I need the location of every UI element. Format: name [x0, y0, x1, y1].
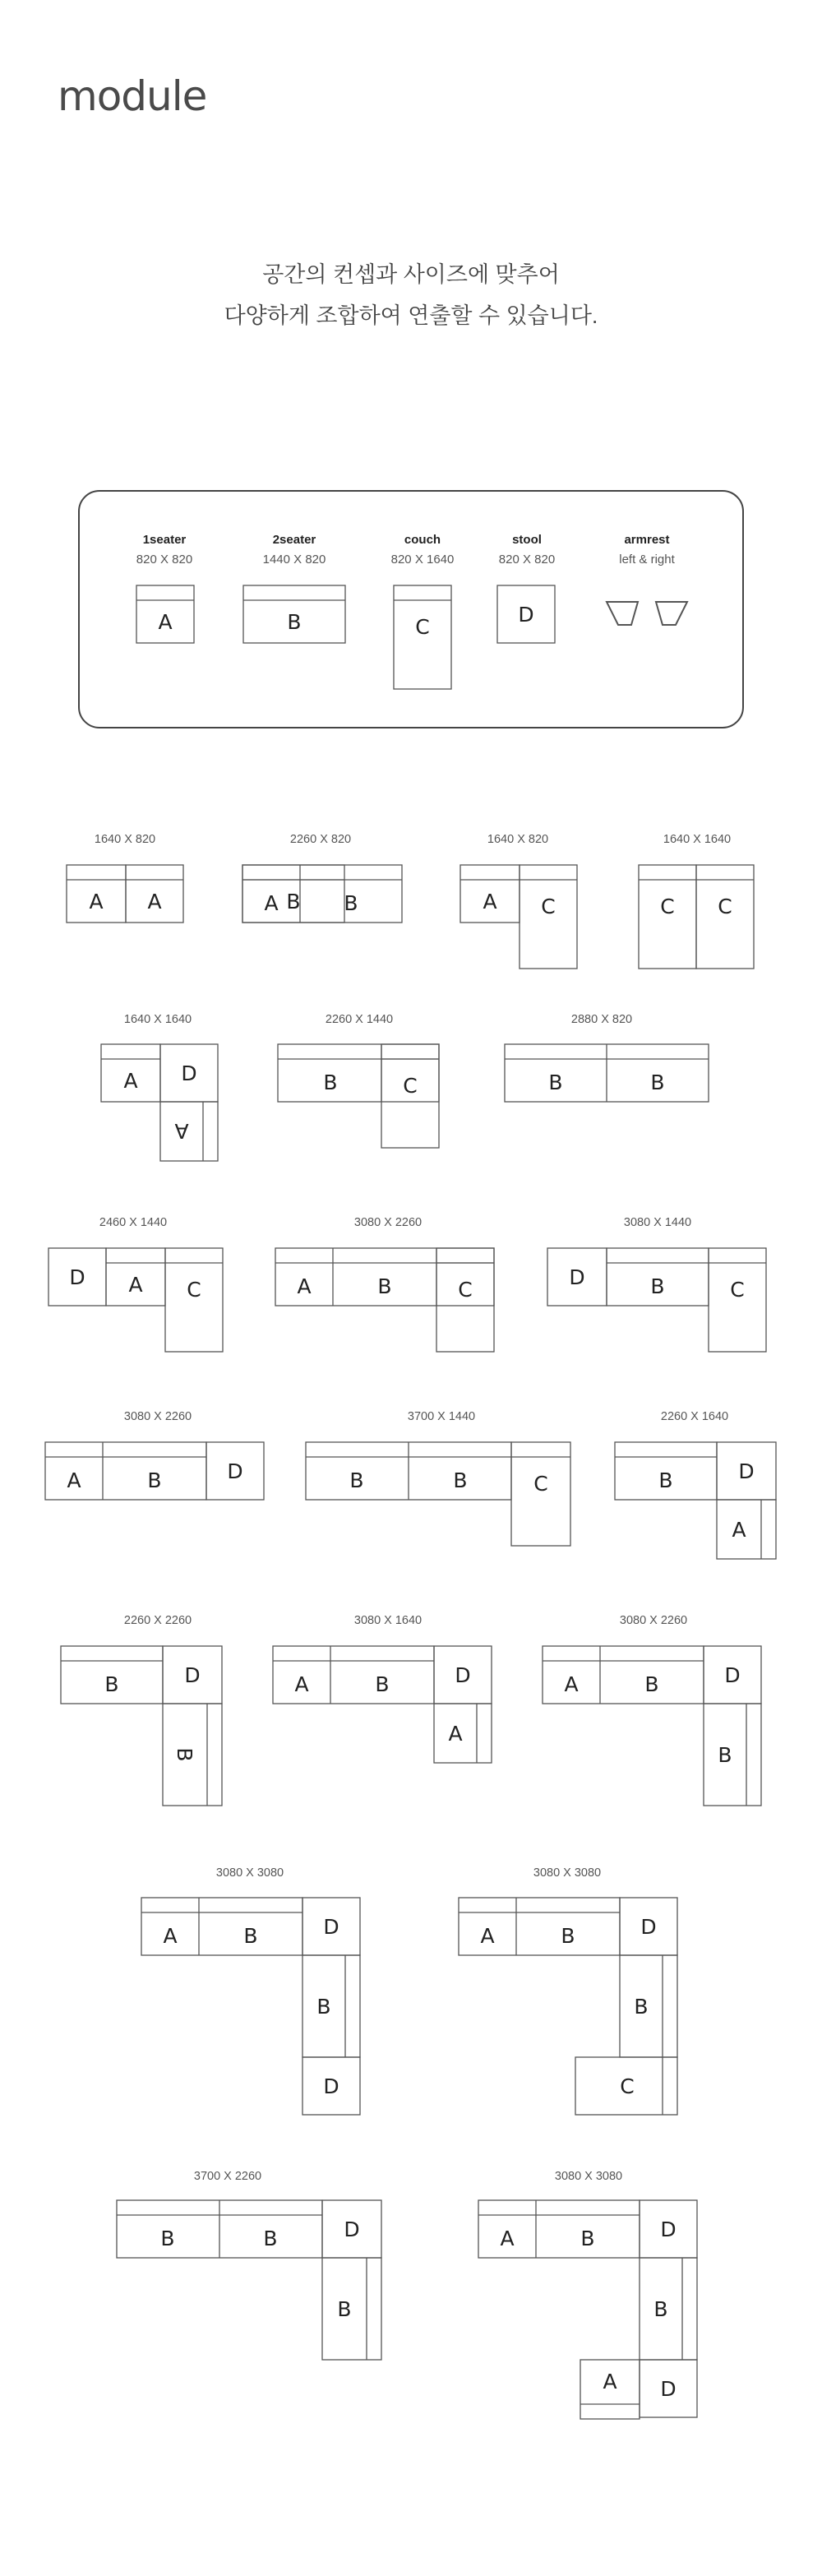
module-letter-A: A [603, 2370, 617, 2393]
module-block [704, 1704, 761, 1806]
module-letter-D: D [344, 2218, 360, 2241]
combo-label: 3080 X 2260 [619, 1614, 688, 1627]
module-letter-B: B [548, 1071, 563, 1094]
module-letter-C: C [415, 615, 430, 639]
module-letter-B: B [173, 1747, 196, 1762]
module-letter-B: B [104, 1672, 119, 1696]
module-letter-A: A [480, 1924, 495, 1948]
module-letter-B: B [316, 1995, 331, 2019]
module-letter-A: A [123, 1069, 138, 1093]
combo-label: 3080 X 1640 [353, 1614, 423, 1627]
legend-name-stool: stool [512, 533, 542, 547]
module-letter-C: C [187, 1278, 201, 1302]
combo-label: 1640 X 1640 [663, 833, 732, 846]
module-letter-B: B [375, 1672, 390, 1696]
module-letter-A: A [264, 891, 279, 915]
combo-label: 2880 X 820 [570, 1013, 633, 1026]
module-letter-B: B [561, 1924, 575, 1948]
page-title: module [58, 72, 207, 120]
module-letter-B: B [377, 1274, 392, 1298]
module-letter-B: B [337, 2297, 352, 2321]
intro-line-1: 공간의 컨셉과 사이즈에 맞추어 [262, 262, 560, 287]
module-letter-D: D [323, 2074, 339, 2098]
module-letter-B: B [286, 890, 301, 913]
module-letter-B: B [634, 1995, 649, 2019]
module-letter-A: A [483, 890, 497, 913]
module-block [717, 1500, 776, 1559]
module-letter-B: B [653, 2297, 668, 2321]
module-letter-D: D [738, 1459, 755, 1483]
module-letter-B: B [287, 610, 302, 634]
module-letter-B: B [644, 1672, 659, 1696]
legend-name-1seater: 1seater [142, 533, 187, 547]
module-letter-B: B [147, 1468, 162, 1492]
legend-dim-1seater: 820 X 820 [136, 553, 193, 567]
module-block [302, 1955, 360, 2057]
combo-label: 3080 X 2260 [123, 1410, 192, 1423]
module-letter-B: B [344, 891, 358, 915]
module-letter-B: B [650, 1274, 665, 1298]
legend-name-couch: couch [404, 533, 441, 547]
combo-label: 3080 X 3080 [554, 2170, 623, 2183]
combo-label: 3080 X 3080 [533, 1866, 602, 1880]
module-letter-D: D [455, 1663, 471, 1687]
module-block [620, 1955, 677, 2057]
module-letter-B: B [580, 2227, 595, 2250]
combo-label: 3080 X 3080 [215, 1866, 284, 1880]
module-letter-A: A [147, 890, 162, 913]
combo-label: 2260 X 1440 [325, 1013, 394, 1026]
module-letter-A: A [174, 1119, 189, 1143]
legend-dim-couch: 820 X 1640 [390, 553, 455, 567]
legend-dim-stool: 820 X 820 [498, 553, 556, 567]
module-letter-A: A [67, 1468, 81, 1492]
module-letter-D: D [660, 2218, 677, 2241]
module-letter-A: A [732, 1518, 746, 1542]
module-letter-B: B [650, 1071, 665, 1094]
module-letter-D: D [181, 1061, 197, 1085]
module-letter-C: C [730, 1278, 745, 1302]
module-letter-D: D [323, 1915, 339, 1939]
module-letter-B: B [453, 1468, 468, 1492]
module-letter-D: D [569, 1265, 585, 1289]
module-letter-C: C [541, 895, 556, 918]
module-letter-D: D [184, 1663, 201, 1687]
combo-label: 1640 X 820 [94, 833, 156, 846]
module-letter-A: A [297, 1274, 312, 1298]
module-block [434, 1704, 492, 1763]
module-letter-B: B [323, 1071, 338, 1094]
combo-label: 3700 X 1440 [407, 1410, 476, 1423]
module-letter-C: C [718, 895, 732, 918]
combo-label: 3080 X 1440 [623, 1216, 692, 1229]
module-letter-C: C [620, 2074, 635, 2098]
intro-line-2: 다양하게 조합하여 연출할 수 있습니다. [224, 303, 598, 328]
module-letter-B: B [349, 1468, 364, 1492]
module-letter-B: B [243, 1924, 258, 1948]
module-letter-C: C [458, 1278, 473, 1302]
module-letter-C: C [660, 895, 675, 918]
module-letter-B: B [658, 1468, 673, 1492]
module-letter-D: D [69, 1265, 85, 1289]
module-letter-B: B [718, 1743, 732, 1767]
module-letter-A: A [158, 610, 173, 634]
module-letter-A: A [448, 1722, 463, 1746]
module-letter-D: D [518, 603, 534, 627]
module-letter-D: D [724, 1663, 741, 1687]
module-letter-A: A [294, 1672, 309, 1696]
module-block [640, 2258, 697, 2360]
combo-label: 2260 X 820 [289, 833, 352, 846]
legend-name-armrest: armrest [624, 533, 670, 547]
combo-label: 2260 X 1640 [660, 1410, 729, 1423]
module-letter-A: A [128, 1273, 143, 1297]
combo-label: 1640 X 1640 [123, 1013, 192, 1026]
legend-dim-armrest: left & right [619, 553, 675, 567]
combo-label: 2260 X 2260 [123, 1614, 192, 1627]
module-letter-A: A [89, 890, 104, 913]
module-block [322, 2258, 381, 2360]
module-letter-B: B [263, 2227, 278, 2250]
combo-label: 1640 X 820 [487, 833, 549, 846]
combo-label: 2460 X 1440 [99, 1216, 168, 1229]
module-letter-A: A [163, 1924, 178, 1948]
armrest-left-icon [607, 602, 638, 625]
module-letter-A: A [500, 2227, 515, 2250]
module-letter-D: D [640, 1915, 657, 1939]
combo-label: 3080 X 2260 [353, 1216, 423, 1229]
module-letter-D: D [660, 2377, 677, 2401]
module-letter-A: A [564, 1672, 579, 1696]
module-letter-C: C [533, 1472, 548, 1496]
legend-dim-2seater: 1440 X 820 [262, 553, 326, 567]
armrest-right-icon [656, 602, 687, 625]
module-letter-D: D [227, 1459, 243, 1483]
module-letter-C: C [403, 1074, 418, 1098]
module-letter-B: B [160, 2227, 175, 2250]
combo-label: 3700 X 2260 [193, 2170, 262, 2183]
legend-name-2seater: 2seater [272, 533, 316, 547]
